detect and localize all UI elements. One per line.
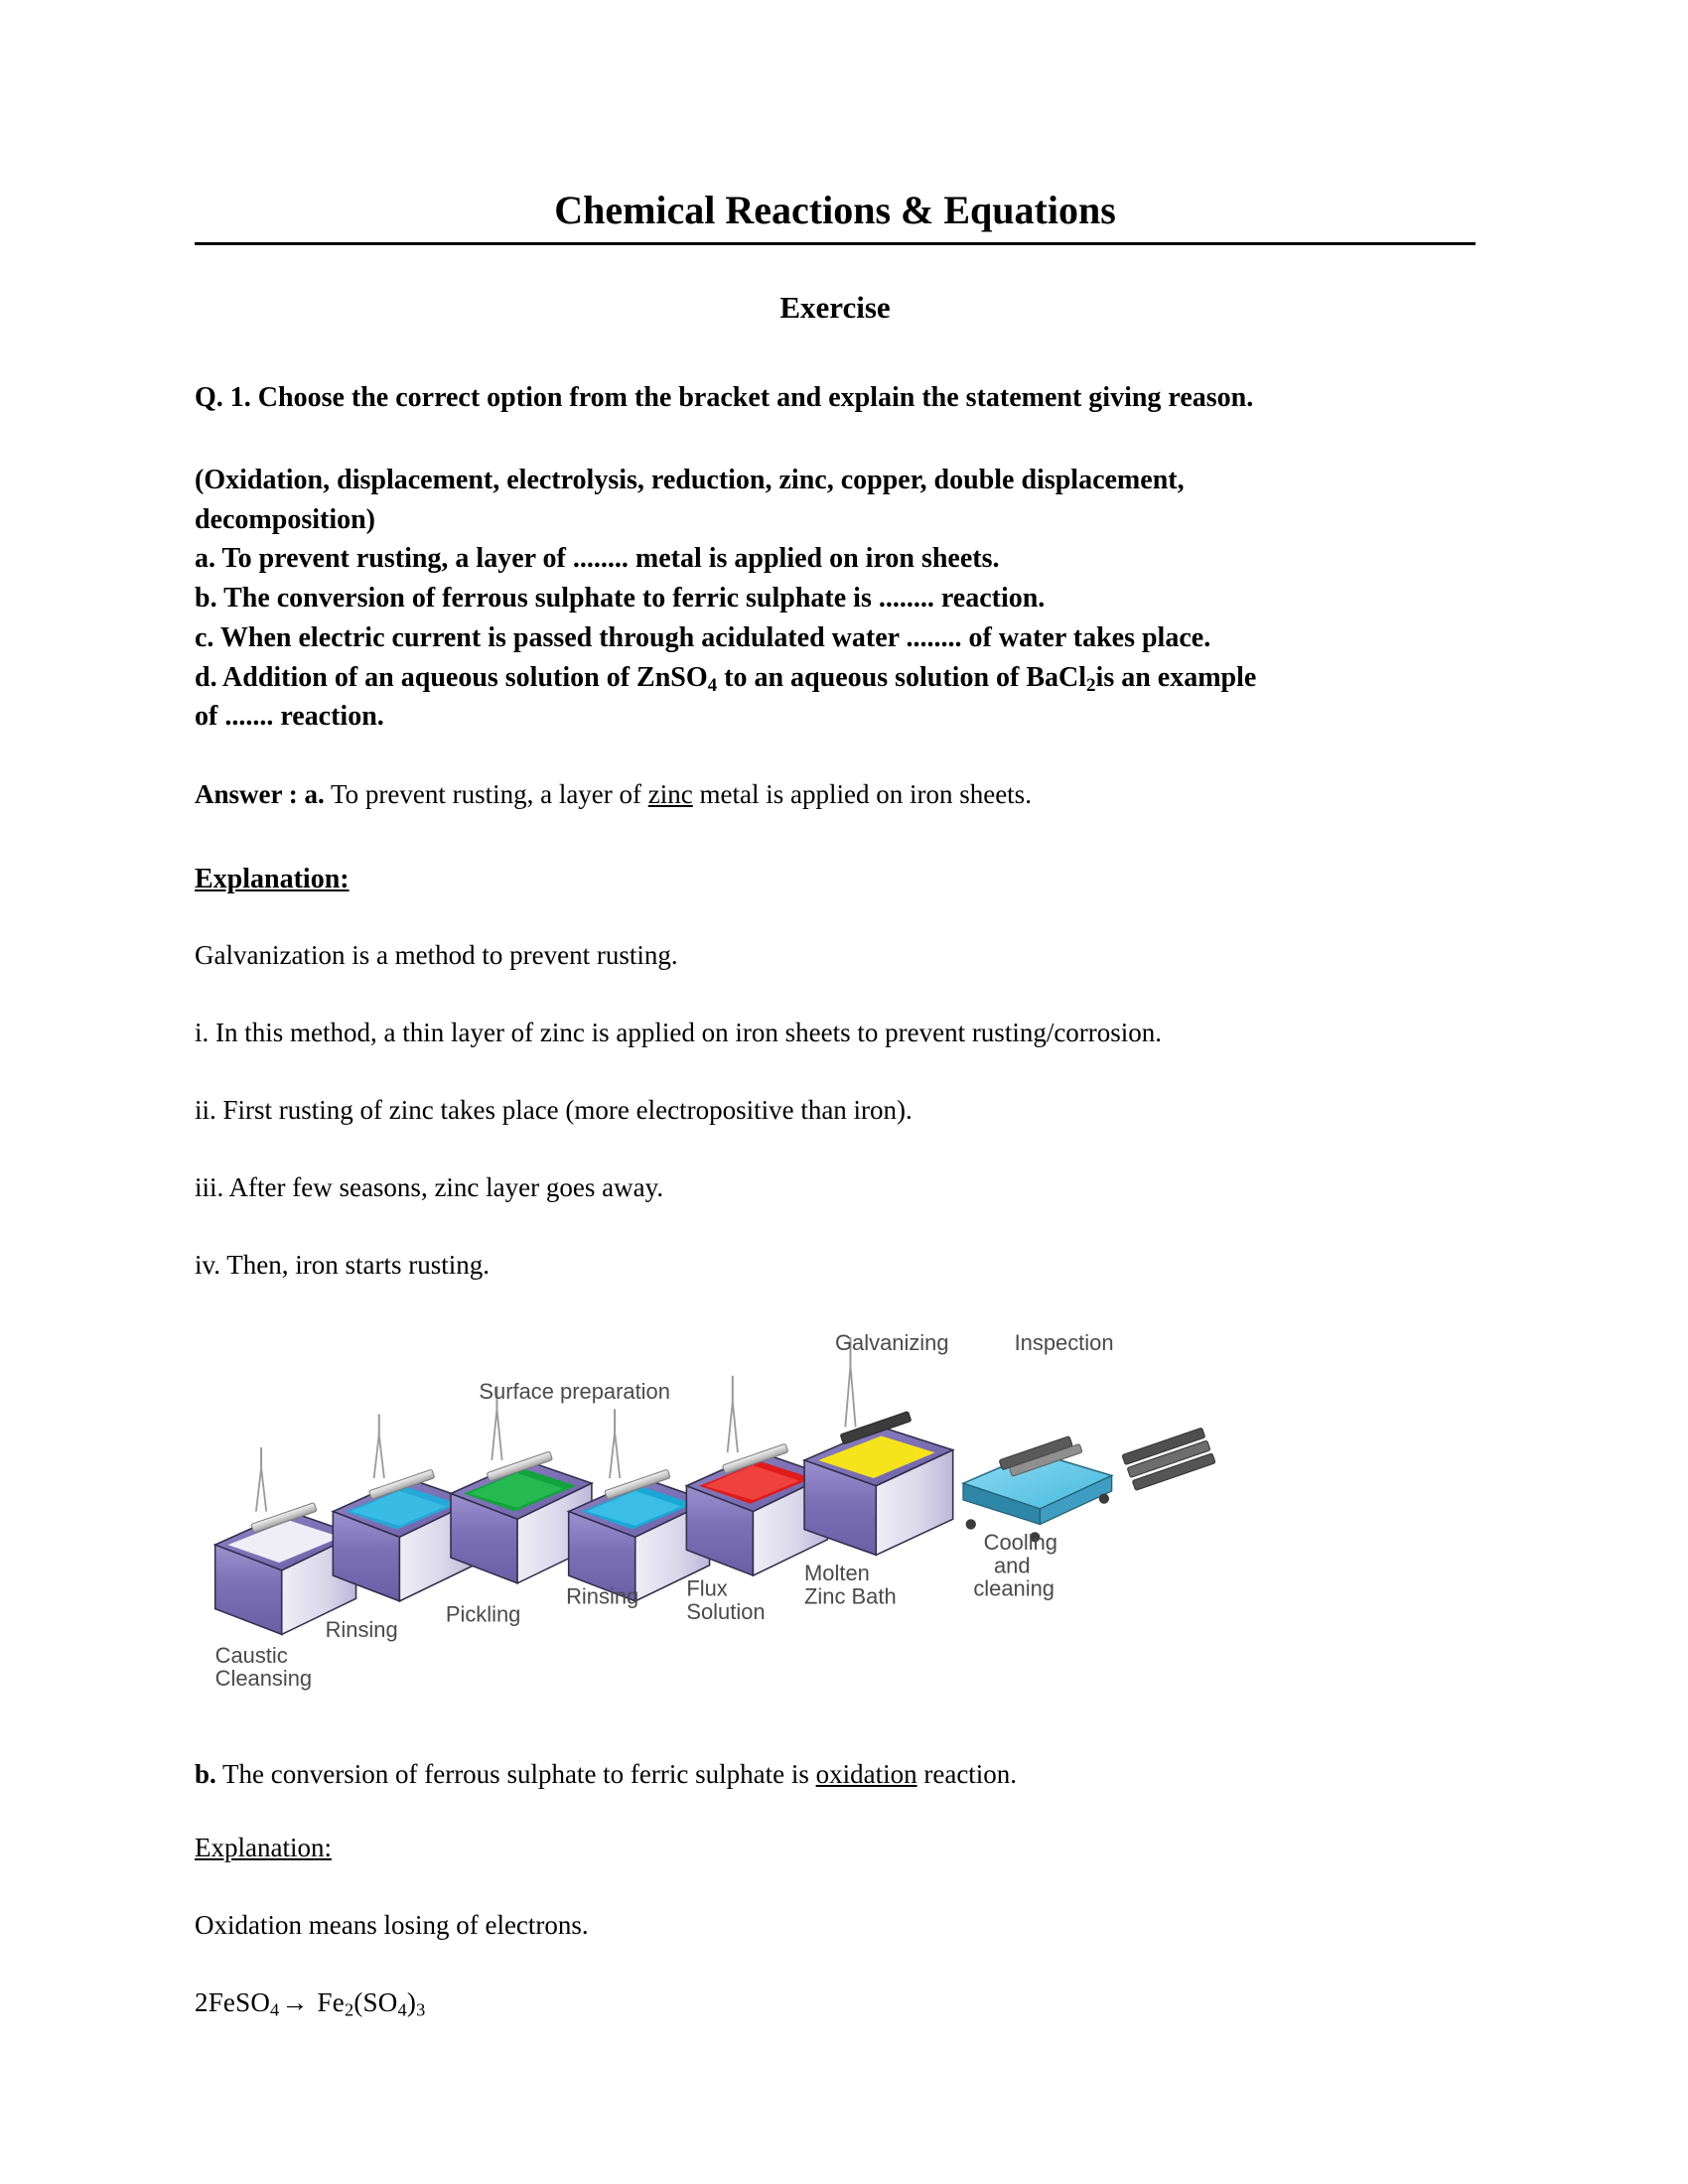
bracket-options-line-1: (Oxidation, displacement, electrolysis, reduction, zinc, copper, double displacement, xyxy=(195,464,1185,495)
answer-b-keyword: oxidation xyxy=(815,1759,917,1790)
galvanizing-diagram-svg xyxy=(195,1319,1476,1716)
equation-lhs-subscript: 4 xyxy=(270,1999,280,2020)
figure-label-pickling: Pickling xyxy=(445,1601,521,1627)
explanation-a-intro: Galvanization is a method to prevent rusting. xyxy=(195,940,678,971)
figure-label-inspection: Inspection xyxy=(1014,1330,1114,1356)
equation-lhs-coefficient: 2FeSO xyxy=(195,1986,271,2017)
question-item-b: b. The conversion of ferrous sulphate to ferric sulphate is ........ reaction. xyxy=(195,583,1046,614)
inspected-steel-bars xyxy=(1122,1428,1215,1490)
stage-tank-molten-zinc-bath xyxy=(804,1338,953,1556)
reaction-arrow-icon: → xyxy=(281,1986,309,2017)
hoist-cable-5 xyxy=(728,1376,738,1452)
figure-label-cooling-line1: Cooling xyxy=(983,1530,1057,1556)
figure-label-flux-line1: Flux xyxy=(686,1576,728,1602)
explanation-b-heading-wrap xyxy=(195,1830,1476,1867)
answer-a-text-before: To prevent rusting, a layer of xyxy=(324,779,648,810)
equation-rhs-c: ) xyxy=(406,1986,417,2017)
question-item-d-line2: of ....... reaction. xyxy=(195,701,384,733)
answer-a-keyword: zinc xyxy=(647,779,693,810)
hoist-cable-1 xyxy=(256,1447,266,1512)
item-d-subscript-2: 2 xyxy=(1086,674,1096,696)
explanation-b-line: Oxidation means losing of electrons. xyxy=(195,1910,589,1940)
explanation-a-point-4: iv. Then, iron starts rusting. xyxy=(195,1249,490,1280)
answer-b-label: b. xyxy=(195,1759,216,1790)
figure-label-flux-line2: Solution xyxy=(686,1599,766,1625)
figure-label-rinsing-2: Rinsing xyxy=(566,1583,639,1609)
item-d-subscript-1: 4 xyxy=(707,674,718,696)
question-item-d xyxy=(195,658,1476,698)
item-d-text-2: to an aqueous solution of BaCl xyxy=(717,661,1087,693)
hoist-cable-2 xyxy=(374,1415,384,1479)
question-item-a: a. To prevent rusting, a layer of ........ metal is applied on iron sheets. xyxy=(195,543,1000,575)
figure-label-zinc-line2: Zinc Bath xyxy=(804,1583,897,1609)
galvanizing-process-figure xyxy=(195,1319,1476,1716)
item-d-text-1: d. Addition of an aqueous solution of ZnSO xyxy=(195,661,708,693)
answer-b-text-after: reaction. xyxy=(916,1759,1018,1790)
page-title: Chemical Reactions & Equations xyxy=(554,188,1116,232)
question-item-c: c. When electric current is passed through acidulated water ........ of water takes place. xyxy=(195,621,1211,653)
figure-label-cooling-line2: and xyxy=(993,1553,1031,1578)
equation-rhs-a: Fe xyxy=(310,1986,345,2017)
answer-a-label: Answer : a. xyxy=(195,779,325,810)
equation-rhs-subscript-c: 3 xyxy=(416,1999,426,2020)
question-body xyxy=(195,461,1476,737)
title-divider xyxy=(195,242,1476,245)
explanation-a-heading: Explanation: xyxy=(195,864,350,895)
figure-label-cooling-line3: cleaning xyxy=(973,1576,1055,1602)
figure-label-rinsing-1: Rinsing xyxy=(325,1617,398,1643)
answer-b-paragraph xyxy=(195,1756,1476,1794)
hoist-cable-4 xyxy=(610,1410,620,1479)
explanation-a-point-2: ii. First rusting of zinc takes place (more electropositive than iron). xyxy=(195,1095,913,1126)
equation-rhs-b: (SO xyxy=(353,1986,398,2017)
figure-label-galvanizing: Galvanizing xyxy=(835,1330,949,1356)
answer-b-text-before: The conversion of ferrous sulphate to ferric sulphate is xyxy=(215,1759,816,1790)
answer-a-text-after: metal is applied on iron sheets. xyxy=(692,779,1032,810)
explanation-b-heading: Explanation: xyxy=(195,1833,332,1863)
oxidation-equation xyxy=(195,1984,1476,2022)
explanation-a-heading-wrap xyxy=(195,862,1476,897)
figure-label-caustic-line1: Caustic xyxy=(214,1643,288,1669)
explanation-a-point-1: i. In this method, a thin layer of zinc is applied on iron sheets to prevent rusting/corrosion. xyxy=(195,1018,1163,1048)
figure-label-zinc-line1: Molten xyxy=(804,1561,870,1586)
figure-label-caustic-line2: Cleansing xyxy=(214,1666,313,1692)
figure-label-surface-preparation: Surface preparation xyxy=(479,1379,670,1405)
explanation-a-point-3: iii. After few seasons, zinc layer goes away. xyxy=(195,1171,664,1202)
section-heading: Exercise xyxy=(779,290,891,325)
bracket-options-line-2: decomposition) xyxy=(195,503,375,535)
equation-rhs-subscript-b: 4 xyxy=(397,1999,407,2020)
answer-a-paragraph xyxy=(195,776,1476,814)
stage-cooling-and-cleaning-table xyxy=(963,1436,1112,1543)
question-heading: Q. 1. Choose the correct option from the bracket and explain the statement giving reason. xyxy=(195,382,1254,414)
item-d-text-3: is an example xyxy=(1095,661,1257,693)
equation-rhs-subscript-a: 2 xyxy=(344,1999,354,2020)
document-content xyxy=(195,189,1476,2022)
